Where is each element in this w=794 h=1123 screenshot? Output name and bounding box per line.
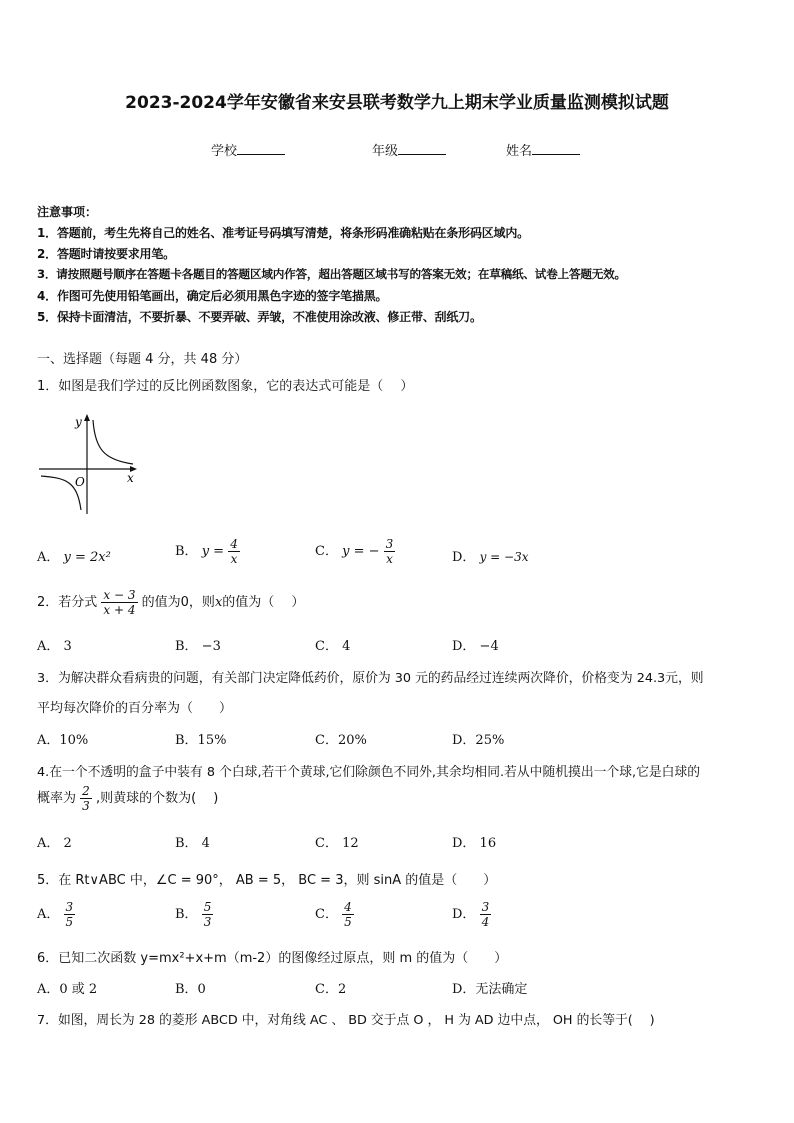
q3-option-d[interactable]: D．25% (452, 733, 505, 748)
section-heading: 一、选择题（每题 4 分，共 48 分） (37, 352, 248, 367)
note-item: 5．保持卡面清洁，不要折暴、不要弄破、弄皱，不准使用涂改液、修正带、刮纸刀。 (37, 310, 482, 324)
q3-option-a[interactable]: A．10% (37, 733, 89, 748)
name-label: 姓名 (506, 144, 533, 159)
q3-option-c[interactable]: C．20% (315, 733, 367, 748)
q4-option-a[interactable]: A． 2 (37, 836, 72, 851)
q2-option-d[interactable]: D． −4 (452, 639, 499, 654)
q6-option-a[interactable]: A．0 或 2 (37, 982, 98, 997)
fraction: $\frac{4}{5}$ (344, 900, 352, 929)
page-title: 2023-2024学年安徽省来安县联考数学九上期末学业质量监测模拟试题 (125, 93, 669, 113)
q4-option-c[interactable]: C． 12 (315, 836, 359, 851)
q2-option-b[interactable]: B． −3 (175, 639, 221, 654)
grade-blank[interactable] (398, 142, 446, 155)
question-7: 7．如图，周长为 28 的菱形 ABCD 中，对角线 AC 、 BD 交于点 O ， H 为 AD 边中点， OH 的长等于( ) (37, 1013, 655, 1028)
question-1: 1．如图是我们学过的反比例函数图象，它的表达式可能是（ ） (37, 379, 414, 394)
question-5: 5．在 Rt∨ABC 中，∠C = 90°， AB = 5， BC = 3，则 sinA 的值是（ ） (37, 873, 497, 888)
q5-option-b[interactable]: B． $\frac{5}{3}$ (175, 900, 212, 929)
fraction: $\frac{5}{3}$ (203, 900, 212, 929)
graph-x-label: x (127, 471, 134, 485)
fraction: $\frac{3}{x}$ (385, 537, 394, 566)
note-item: 4．作图可先使用铅笔画出，确定后必须用黑色字迹的签字笔描黑。 (37, 289, 388, 303)
fraction: $\frac{4}{x}$ (230, 537, 238, 566)
notes-title: 注意事项： (37, 205, 98, 219)
graph-y-label: y (75, 415, 82, 429)
q1-option-a[interactable]: A． y = 2x² (37, 550, 111, 565)
q1-option-c[interactable]: C． y = − $\frac{3}{x}$ (315, 537, 394, 566)
name-blank[interactable] (532, 142, 580, 155)
graph-origin-label: O (75, 475, 85, 489)
q6-option-c[interactable]: C．2 (315, 982, 347, 997)
fraction: $\frac{3}{4}$ (481, 900, 490, 929)
question-2: 2．若分式 $\frac{x - 3}{x + 4}$ 的值为0，则x的值为（ ） (37, 588, 305, 617)
school-field (211, 140, 285, 159)
fraction: $\frac{x - 3}{x + 4}$ (103, 588, 136, 617)
question-4-line-2: 概率为 $\frac{2}{3}$ ,则黄球的个数为( ) (37, 784, 219, 813)
q3-option-b[interactable]: B．15% (175, 733, 227, 748)
q2-option-c[interactable]: C． 4 (315, 639, 351, 654)
hyperbola-graph (37, 410, 147, 518)
grade-label: 年级 (372, 144, 399, 159)
q1-option-d[interactable]: D． y = −3x (452, 550, 529, 565)
fraction: $\frac{2}{3}$ (82, 784, 90, 813)
question-6: 6．已知二次函数 y=mx²+x+m（m-2）的图像经过原点，则 m 的值为（ ） (37, 951, 508, 966)
note-item: 1．答题前，考生先将自己的姓名、准考证号码填写清楚，将条形码准确粘贴在条形码区域内。 (37, 226, 529, 240)
q6-option-b[interactable]: B．0 (175, 982, 206, 997)
question-4-line-1: 4.在一个不透明的盒子中装有 8 个白球,若干个黄球,它们除颜色不同外,其余均相同.若从中随机摸出一个球,它是白球的 (37, 765, 701, 780)
question-3-line-2: 平均每次降价的百分率为（ ） (37, 701, 233, 716)
question-3-line-1: 3．为解决群众看病贵的问题，有关部门决定降低药价，原价为 30 元的药品经过连续两次降价，价格变为 24.3元，则 (37, 671, 704, 686)
fraction: $\frac{3}{5}$ (65, 900, 74, 929)
q5-option-a[interactable]: A． $\frac{3}{5}$ (37, 900, 74, 929)
q4-option-d[interactable]: D． 16 (452, 836, 497, 851)
q5-option-d[interactable]: D． $\frac{3}{4}$ (452, 900, 490, 929)
grade-field (372, 140, 446, 159)
school-label: 学校 (211, 144, 238, 159)
q1-option-b[interactable]: B． y = $\frac{4}{x}$ (175, 537, 238, 566)
school-blank[interactable] (237, 142, 285, 155)
q5-option-c[interactable]: C． $\frac{4}{5}$ (315, 900, 352, 929)
note-item: 3．请按照题号顺序在答题卡各题目的答题区域内作答，超出答题区域书写的答案无效；在草稿纸、试卷上答题无效。 (37, 267, 626, 281)
q2-option-a[interactable]: A． 3 (37, 639, 72, 654)
name-field (506, 140, 580, 159)
q6-option-d[interactable]: D．无法确定 (452, 982, 528, 997)
q4-option-b[interactable]: B． 4 (175, 836, 210, 851)
note-item: 2．答题时请按要求用笔。 (37, 247, 175, 261)
